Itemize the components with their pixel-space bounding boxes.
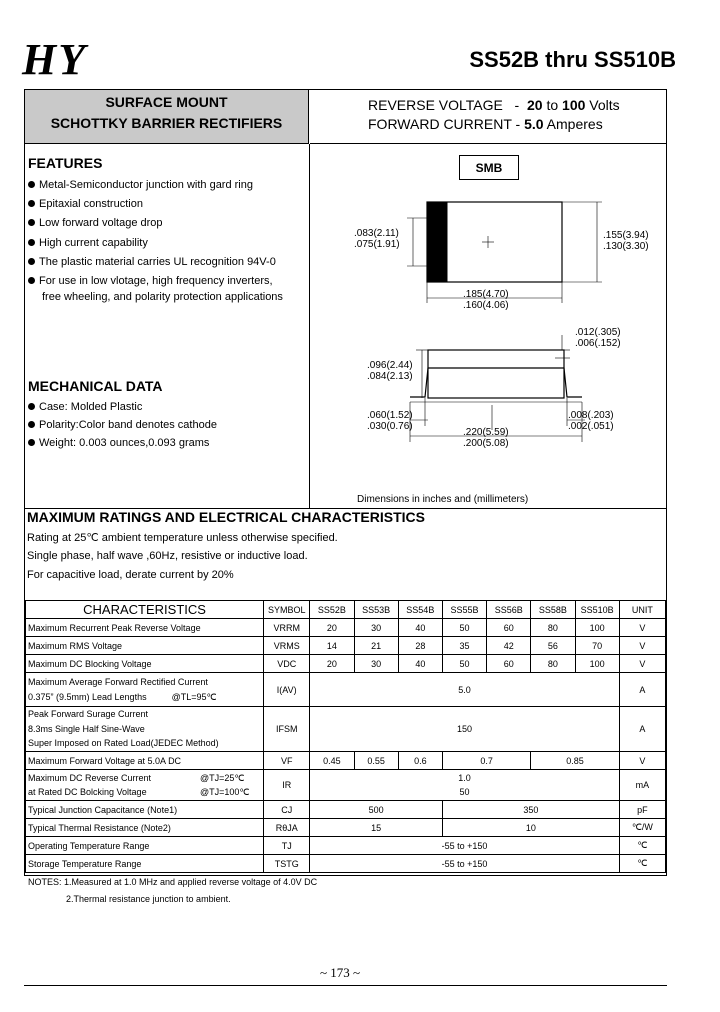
row-value: 0.45 [310, 752, 354, 770]
dim-body-thickness: .096(2.44) .084(2.13) [367, 360, 413, 382]
row-value: 60 [487, 655, 531, 673]
row-label: Storage Temperature Range [26, 855, 264, 873]
features-title: FEATURES [28, 155, 103, 171]
ratings-title: MAXIMUM RATINGS AND ELECTRICAL CHARACTERISTICS [27, 509, 425, 525]
header-part: SS510B [575, 601, 619, 619]
row-symbol: I(AV) [264, 673, 310, 707]
row-value: 20 [310, 655, 354, 673]
row-value: 28 [398, 637, 442, 655]
company-logo: HY [22, 35, 88, 84]
features-list [28, 176, 283, 307]
reverse-voltage-unit: Volts [589, 97, 620, 113]
row-value: 35 [442, 637, 486, 655]
bullet-icon [28, 439, 35, 446]
row-value: 0.85 [531, 752, 619, 770]
row-unit: mA [619, 770, 665, 801]
package-name-box: SMB [459, 155, 519, 180]
row-value: 10 [442, 819, 619, 837]
forward-current-line [368, 115, 666, 134]
row-symbol: IR [264, 770, 310, 801]
row-unit: V [619, 637, 665, 655]
row-unit: V [619, 619, 665, 637]
forward-current-unit: Amperes [546, 116, 603, 132]
row-symbol: TJ [264, 837, 310, 855]
table-row [26, 819, 666, 837]
table-row [26, 637, 666, 655]
row-value: 0.7 [442, 752, 530, 770]
header-symbol: SYMBOL [264, 601, 310, 619]
footer-rule [24, 985, 667, 986]
forward-current-value: 5.0 [524, 116, 544, 132]
row-symbol: RθJA [264, 819, 310, 837]
row-unit: ℃ [619, 855, 665, 873]
dim-body-length: .185(4.70) .160(4.06) [463, 289, 509, 311]
row-symbol: VDC [264, 655, 310, 673]
row-value: 30 [354, 619, 398, 637]
product-type-box [25, 90, 309, 144]
header-part: SS54B [398, 601, 442, 619]
dim-body-height: .155(3.94) .130(3.30) [603, 230, 649, 252]
row-unit: ℃/W [619, 819, 665, 837]
reverse-voltage-line [368, 96, 666, 115]
row-value: 1.0 50 [310, 770, 619, 801]
feature-item: Metal-Semiconductor junction with gard ring [28, 176, 283, 195]
row-symbol: VRMS [264, 637, 310, 655]
part-range-title: SS52B thru SS510B [469, 47, 676, 72]
row-unit: A [619, 707, 665, 752]
row-value: 80 [531, 619, 575, 637]
table-row [26, 707, 666, 752]
row-value: 50 [442, 619, 486, 637]
row-label: Maximum DC Reverse Current @TJ=25℃ at Rated DC Bolcking Voltage @TJ=100℃ [26, 770, 264, 801]
reverse-voltage-min: 20 [526, 97, 543, 113]
row-symbol: TSTG [264, 855, 310, 873]
header-part: SS55B [442, 601, 486, 619]
bullet-icon [28, 258, 35, 265]
feature-item-continuation: free wheeling, and polarity protection applications [42, 291, 283, 304]
bullet-icon [28, 403, 35, 410]
dim-band-width: .083(2.11) .075(1.91) [354, 228, 400, 250]
note-2: 2.Thermal resistance junction to ambient. [66, 894, 231, 904]
row-value: 70 [575, 637, 619, 655]
row-value: 500 [310, 801, 443, 819]
rating-condition: For capacitive load, derate current by 20% [27, 569, 234, 581]
feature-item: Epitaxial construction [28, 195, 283, 214]
row-value: 20 [310, 619, 354, 637]
mechanical-title: MECHANICAL DATA [28, 378, 163, 394]
bullet-icon [28, 277, 35, 284]
header-unit: UNIT [619, 601, 665, 619]
row-label: Maximum RMS Voltage [26, 637, 264, 655]
table-row [26, 673, 666, 707]
header-characteristics: CHARACTERISTICS [26, 601, 264, 619]
row-symbol: VRRM [264, 619, 310, 637]
row-unit: V [619, 752, 665, 770]
mechanical-item: Case: Molded Plastic [28, 398, 217, 416]
row-unit: V [619, 655, 665, 673]
table-row [26, 752, 666, 770]
row-value: 350 [442, 801, 619, 819]
row-value: 150 [310, 707, 619, 752]
row-value: 21 [354, 637, 398, 655]
row-value: 40 [398, 619, 442, 637]
characteristics-table [25, 600, 666, 873]
header-part: SS58B [531, 601, 575, 619]
page-number: ~ 173 ~ [320, 965, 361, 980]
bullet-icon [28, 239, 35, 246]
header-part: SS56B [487, 601, 531, 619]
dim-lead-length: .060(1.52) .030(0.76) [367, 410, 413, 432]
row-symbol: IFSM [264, 707, 310, 752]
row-value: 100 [575, 655, 619, 673]
table-row [26, 655, 666, 673]
header-part: SS53B [354, 601, 398, 619]
mechanical-item: Polarity:Color band denotes cathode [28, 416, 217, 434]
row-symbol: VF [264, 752, 310, 770]
row-value: 0.6 [398, 752, 442, 770]
row-label: Maximum Forward Voltage at 5.0A DC [26, 752, 264, 770]
row-label: Maximum Average Forward Rectified Current 0.375” (9.5mm) Lead Lengths @TL=95℃ [26, 673, 264, 707]
feature-item: The plastic material carries UL recognition 94V-0 [28, 253, 283, 272]
row-value: 15 [310, 819, 443, 837]
feature-item: For use in low vlotage, high frequency inverters, [28, 272, 283, 291]
table-row [26, 855, 666, 873]
row-label: Operating Temperature Range [26, 837, 264, 855]
dimensions-note: Dimensions in inches and (millimeters) [357, 494, 529, 505]
reverse-voltage-to: to [546, 97, 559, 113]
table-row [26, 837, 666, 855]
row-value: -55 to +150 [310, 855, 619, 873]
table-header-row [26, 601, 666, 619]
row-value: 40 [398, 655, 442, 673]
row-unit: pF [619, 801, 665, 819]
product-line-1: SURFACE MOUNT [105, 94, 228, 110]
reverse-voltage-sep: - [514, 97, 520, 113]
rating-summary-box [310, 90, 666, 144]
product-line-2: SCHOTTKY BARRIER RECTIFIERS [50, 115, 283, 131]
row-unit: ℃ [619, 837, 665, 855]
feature-item: Low forward voltage drop [28, 214, 283, 233]
row-value: 30 [354, 655, 398, 673]
header-part: SS52B [310, 601, 354, 619]
row-value: 100 [575, 619, 619, 637]
bullet-icon [28, 200, 35, 207]
mechanical-item: Weight: 0.003 ounces,0.093 grams [28, 434, 217, 452]
bullet-icon [28, 181, 35, 188]
row-value: 14 [310, 637, 354, 655]
row-label: Maximum DC Blocking Voltage [26, 655, 264, 673]
table-row [26, 619, 666, 637]
bullet-icon [28, 219, 35, 226]
table-row [26, 801, 666, 819]
row-value: 42 [487, 637, 531, 655]
forward-current-label: FORWARD CURRENT - [368, 116, 521, 132]
table-row [26, 770, 666, 801]
dim-standoff: .008(.203) .002(.051) [568, 410, 614, 432]
row-label: Typical Thermal Resistance (Note2) [26, 819, 264, 837]
dim-overall-length: .220(5.59) .200(5.08) [463, 427, 509, 449]
reverse-voltage-label: REVERSE VOLTAGE [368, 97, 503, 113]
row-value: 56 [531, 637, 575, 655]
row-value: 5.0 [310, 673, 619, 707]
row-value: 50 [442, 655, 486, 673]
row-value: 0.55 [354, 752, 398, 770]
reverse-voltage-max: 100 [562, 97, 586, 113]
mechanical-list [28, 398, 217, 452]
note-1: NOTES: 1.Measured at 1.0 MHz and applied reverse voltage of 4.0V DC [28, 877, 318, 887]
row-unit: A [619, 673, 665, 707]
row-value: 60 [487, 619, 531, 637]
bullet-icon [28, 421, 35, 428]
row-value: -55 to +150 [310, 837, 619, 855]
dim-lead-thickness: .012(.305) .006(.152) [575, 327, 621, 349]
row-label: Maximum Recurrent Peak Reverse Voltage [26, 619, 264, 637]
row-label: Peak Forward Surage Current 8.3ms Single Half Sine-Wave Super Imposed on Rated Load(JEDEC Method) [26, 707, 264, 752]
row-label: Typical Junction Capacitance (Note1) [26, 801, 264, 819]
row-symbol: CJ [264, 801, 310, 819]
feature-item: High current capability [28, 234, 283, 253]
rating-condition: Rating at 25℃ ambient temperature unless otherwise specified. [27, 532, 338, 544]
rating-condition: Single phase, half wave ,60Hz, resistive or inductive load. [27, 550, 308, 562]
row-value: 80 [531, 655, 575, 673]
